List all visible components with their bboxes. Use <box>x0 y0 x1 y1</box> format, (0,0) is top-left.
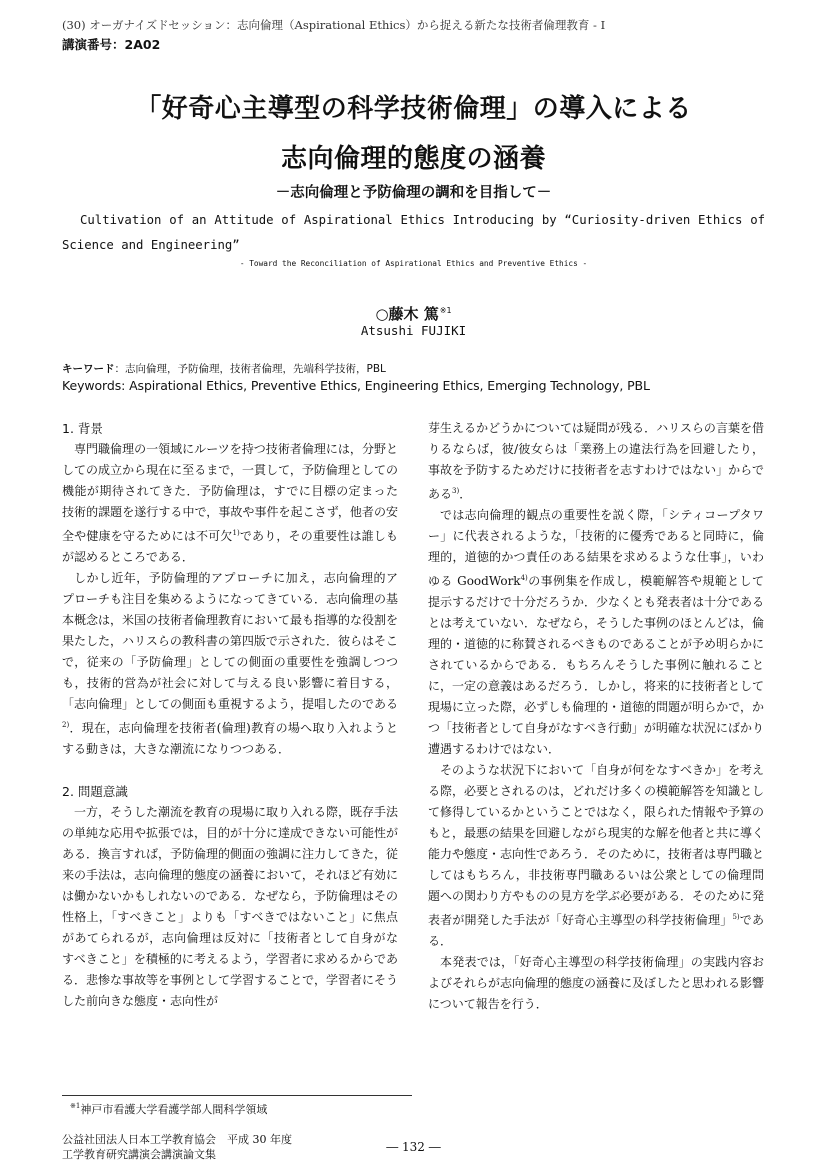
section-heading-background: 1. 背景 <box>62 421 103 436</box>
footnote-text: 神戸市看護大学看護学部人間科学領域 <box>80 1103 268 1116</box>
body-left-column <box>62 418 398 1012</box>
paragraph: 専門職倫理の一領域にルーツを持つ技術者倫理には，分野としての成立から現在に至るまで，一貫して，予防倫理としての機能が期待されてきた．予防倫理は，すでに目標の定まった技術的課題を遂行する中で，事故や事件を起こさず，他者の安全や健康を守るためには不可欠$^{1)}$であり，その重要性は誰しもが認めるところである． <box>62 442 398 564</box>
english-title: Cultivation of an Attitude of Aspirational Ethics Introducing by “Curiosity-driven Ethics of Science and Engineering” <box>62 213 765 252</box>
footnote <box>70 1101 267 1117</box>
paragraph: 芽生えるかどうかについては疑問が残る．ハリスらの言葉を借りるならば，彼/彼女らは「業務上の違法行為を回避したり，事故を予防するためだけに技術者を志すわけではない」からである$^{3)}$． <box>428 421 764 501</box>
body-right-column <box>428 418 764 1015</box>
citation-ref: 1) <box>232 529 240 537</box>
paragraph: しかし近年，予防倫理的アプローチに加え，志向倫理的アプローチも注目を集めるようになってきている．志向倫理の基本概念は，米国の技術者倫理教育において最も指導的な役割を果たした，ハリスらの教科書の第四版で示された．彼らはそこで，従来の「予防倫理」としての側面の重要性を強調しつつも，技術的営為が社会に対して与える良い影響に着目する，「志向倫理」としての側面も重視するよう，提唱したのである$^{2)}$．現在，志向倫理を技術者(倫理)教育の場へ取り入れようとする動きは，大きな潮流になりつつある． <box>62 571 399 756</box>
author-name-en: Atsushi FUJIKI <box>360 323 467 338</box>
author-name: ○藤木 篤 <box>375 305 439 323</box>
footnote-mark: ※1 <box>70 1102 81 1110</box>
session-header: (30) オーガナイズドセッション：志向倫理（Aspirational Ethics）から捉える新たな技術者倫理教育 - I <box>62 18 606 32</box>
author-name-jp <box>0 303 827 324</box>
paragraph: 一方，そうした潮流を教育の現場に取り入れる際，既存手法の単純な応用や拡張では，目的が十分に達成できない可能性がある．換言すれば，予防倫理的側面の強調に注力してきた，従来の手法は，志向倫理的態度の涵養において，それほど有効には働かないかもしれないのである．なぜなら，予防倫理はその性格上，「すべきこと」よりも「すべきではないこと」に焦点があてられるが，志向倫理は反対に「技術者として自身がなすべきこと」を積極的に考えるよう，学習者に求めるからである．悲惨な事故等を事例として学習することで，学習者にそうした前向きな態度・志向性が <box>62 805 399 1008</box>
page-number: ― 132 ― <box>386 1140 441 1154</box>
paragraph: では志向倫理的観点の重要性を説く際，「シティコープタワー」に代表されるような，「技術的に優秀であると同時に，倫理的，道徳的かつ責任のある結果を求めるような仕事」，いわゆる GoodWork$^{4)}$の事例集を作成し，模範解答や規範として提示するだけで十分だろうか．少なくとも発表者は十分であるとは考えていない．なぜなら，そうした事例のほとんどは，倫理的・道徳的に称賛されるべきものであることが予め明らかにされているからである．もちろんそうした事例に触れることに，一定の意義はあるだろう．しかし，将来的に技術者として現場に立った際，必ずしも倫理的・道徳的問題が明らかで，かつ「技術者として自身がなすべき行動」が明確な状況にばかり遭遇するわけではない． <box>428 508 765 756</box>
keywords-jp-list: ：志向倫理，予防倫理，技術者倫理，先端科学技術，PBL <box>114 363 386 375</box>
keywords-jp-label: キーワード <box>62 363 115 375</box>
keywords-jp <box>62 361 386 376</box>
citation-ref: 4) <box>520 574 528 582</box>
citation-ref: 5) <box>732 913 740 921</box>
footnote-rule <box>62 1095 412 1096</box>
paragraph: 本発表では，「好奇心主導型の科学技術倫理」の実践内容およびそれらが志向倫理的態度の涵養に及ぼしたと思われる影響について報告を行う． <box>428 955 765 1011</box>
section-heading-problem: 2. 問題意識 <box>62 784 128 799</box>
citation-ref: 3) <box>452 487 460 495</box>
keywords-en: Keywords: Aspirational Ethics, Preventive Ethics, Engineering Ethics, Emerging Technology, PBL <box>62 378 650 393</box>
paragraph: そのような状況下において「自身が何をなすべきか」を考える際，必要とされるのは，どれだけ多くの模範解答を知識として修得しているかということではなく，限られた情報や予算のもと，最悪の結果を回避しながら現実的な解を他者と共に導く能力や態度・志向性であろう．そのために，技術者は専門職としてはもちろん，非技術専門職あるいは公衆としての倫理問題への関わり方やものの見方を学ぶ必要がある．そのために発表者が開発した手法が「好奇心主導型の科学技術倫理」$^{5)}$である． <box>428 763 765 948</box>
english-subtitle: - Toward the Reconciliation of Aspirational Ethics and Preventive Ethics - <box>239 259 588 268</box>
title-line-2: 志向倫理的態度の涵養 <box>280 144 546 174</box>
footer-org-line-1: 公益社団法人日本工学教育協会 平成 30 年度 <box>62 1133 292 1146</box>
citation-ref: 2) <box>62 721 70 729</box>
author-affiliation-mark: ※1 <box>439 306 452 315</box>
title-line-1: 「好奇心主導型の科学技術倫理」の導入による <box>135 94 692 124</box>
lecture-number: 講演番号：2A02 <box>62 37 161 52</box>
subtitle: －志向倫理と予防倫理の調和を目指して－ <box>275 185 552 201</box>
footer-org-line-2: 工学教育研究講演会講演論文集 <box>62 1148 216 1161</box>
